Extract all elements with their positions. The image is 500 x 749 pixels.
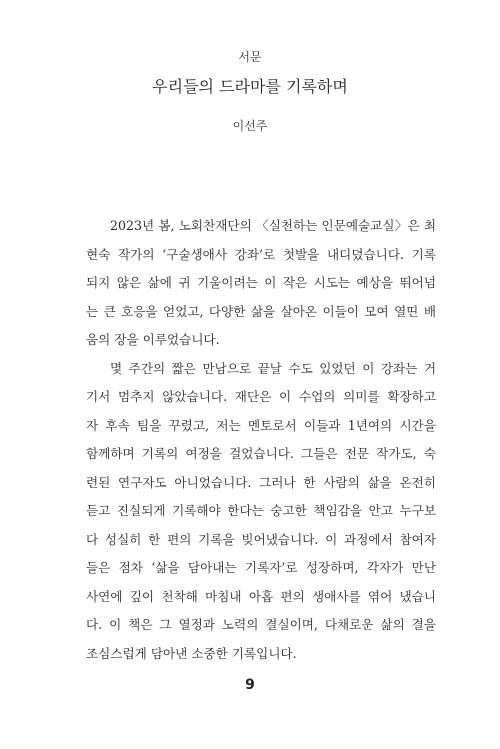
text-line: 되지 않은 삶에 귀 기울이려는 이 작은 시도는 예상을 뛰어넘 <box>86 275 436 290</box>
text-line: 몇 주간의 짧은 만남으로 끝날 수도 있었던 이 강좌는 거 <box>110 360 436 376</box>
text-line: 사연에 깊이 천착해 마침내 아홉 편의 생애사를 엮어 냈습니 <box>86 588 436 604</box>
text-line: 기서 멈추지 않았습니다. 재단은 이 수업의 의미를 확장하고 <box>86 389 436 404</box>
text-line: 는 큰 호응을 얻었고, 다양한 삶을 살아온 이들이 모여 열띤 배 <box>86 303 436 319</box>
paragraph-1 <box>86 212 436 355</box>
text-line: 함께하며 기록의 여정을 걸었습니다. 그들은 전문 작가도, 숙 <box>86 446 436 461</box>
text-line: 듣고 진실되게 기록해야 한다는 숭고한 책임감을 안고 누구보 <box>86 503 436 518</box>
paragraph-2 <box>86 355 436 669</box>
text-line: 들은 점차 ‘삶을 담아내는 기록자’로 성장하며, 각자가 만난 <box>86 560 436 575</box>
text-line: 다 성실히 한 편의 기록을 빚어냈습니다. 이 과정에서 참여자 <box>86 531 436 547</box>
text-line: 련된 연구자도 아니었습니다. 그러나 한 사람의 삶을 온전히 <box>86 474 436 490</box>
text-line: 2023년 봄, 노회찬재단의 〈실천하는 인문예술교실〉은 최 <box>110 218 436 233</box>
author-name: 이선주 <box>232 119 268 133</box>
body-text <box>86 212 436 668</box>
text-line: 다. 이 책은 그 열정과 노력의 결실이며, 다채로운 삶의 결을 <box>86 617 436 632</box>
text-line: 현숙 작가의 ‘구술생애사 강좌’로 첫발을 내디뎠습니다. 기록 <box>86 246 436 262</box>
section-label: 서문 <box>238 50 262 64</box>
page-title: 우리들의 드라마를 기록하며 <box>152 77 348 96</box>
page-number: 9 <box>245 677 255 693</box>
text-line: 자 후속 팀을 꾸렸고, 저는 멘토로서 이들과 1년여의 시간을 <box>86 417 436 433</box>
text-line: 움의 장을 이루었습니다. <box>86 332 220 347</box>
text-line: 조심스럽게 담아낸 소중한 기록입니다. <box>86 645 297 661</box>
